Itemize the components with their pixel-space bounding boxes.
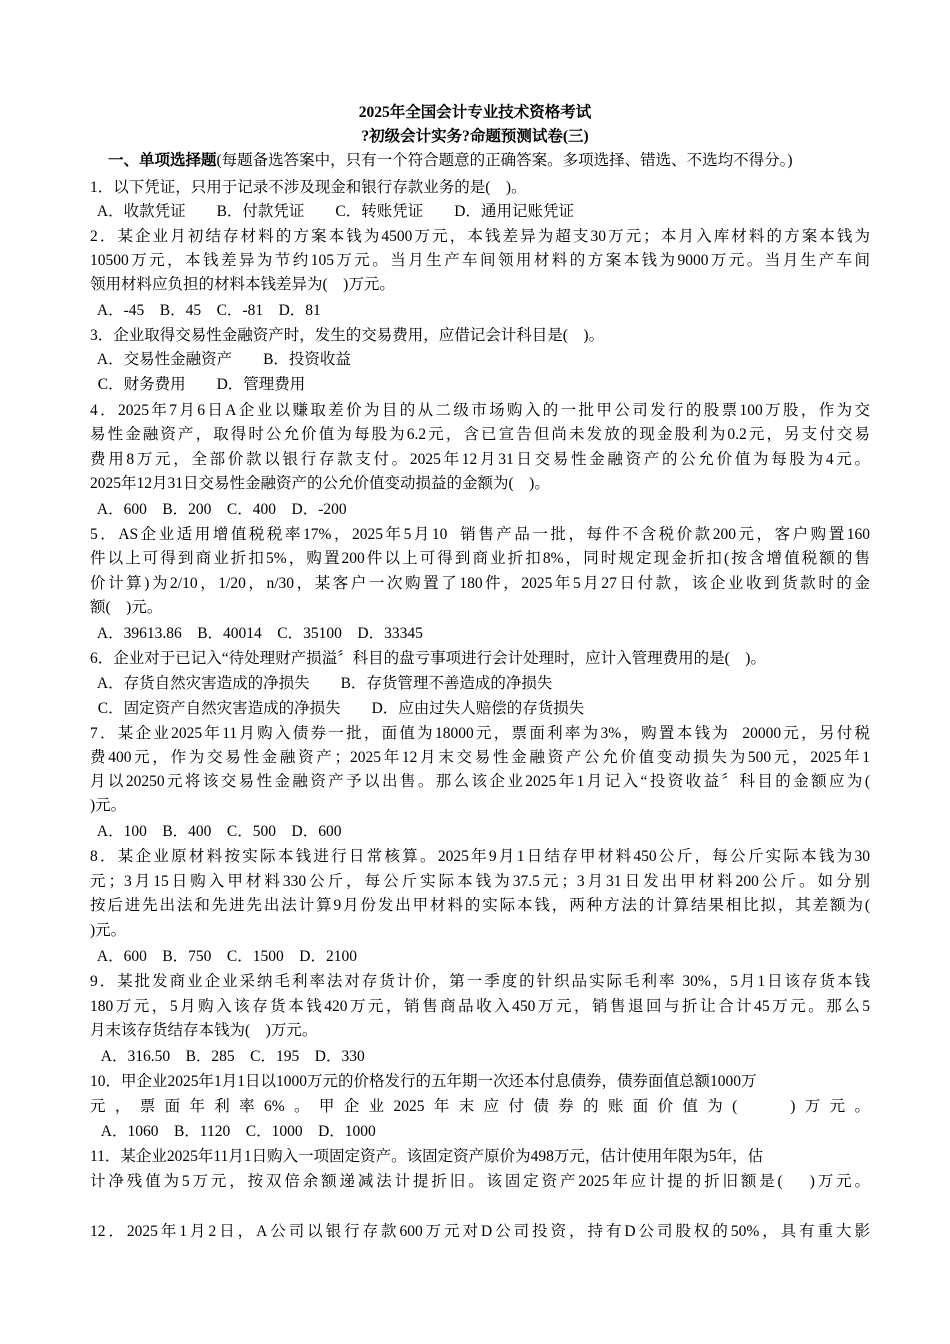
text-line: 按后进先出法和先进先出法计算9月份发出甲材料的实际本钱，两种方法的计算结果相比拟，其差额为( — [90, 897, 870, 914]
text-line: 2．某企业月初结存材料的方案本钱为4500万元，本钱差异为超支30万元；本月入库材料的方案本钱为 — [90, 228, 870, 245]
text-line: 6．企业对于已记入“待处理财产损溢〞科目的盘亏事项进行会计处理时，应计入管理费用的是( )。 — [90, 650, 766, 667]
section-heading: 一、单项选择题 — [108, 152, 217, 169]
text-line: 价计算)为2/10，1/20，n/30，某客户一次购置了180件，2025年5月27日付款，该企业收到货款时的金 — [90, 575, 870, 592]
text-line: 8．某企业原材料按实际本钱进行日常核算。2025年9月1日结存甲材料450公斤，每公斤实际本钱为30 — [90, 848, 870, 865]
text-line: 领用材料应负担的材料本钱差异为( )万元。 — [90, 276, 395, 293]
text-line: 4．2025年7月6日A企业以赚取差价为目的从二级市场购入的一批甲公司发行的股票100万股，作为交 — [90, 402, 870, 419]
text-line: )元。 — [90, 922, 127, 939]
text-line: 元；3月15日购入甲材料330公斤，每公斤实际本钱为37.5元；3月31日发出甲材料200公斤。如分别 — [90, 873, 870, 890]
text-line: 10500万元，本钱差异为节约105万元。当月生产车间领用材料的方案本钱为9000万元。当月生产车间 — [90, 252, 870, 269]
section-heading-row — [108, 150, 908, 172]
text-line: C．固定资产自然灾害造成的净损失 D．应由过失人赔偿的存货损失 — [90, 700, 585, 717]
text-line: A．交易性金融资产 B．投资收益 — [90, 351, 351, 368]
text-line: 月末该存货结存本钱为( )万元。 — [90, 1022, 318, 1039]
text-line: 计净残值为5万元，按双倍余额递减法计提折旧。该固定资产2025年应计提的折旧额是( )万元。 — [90, 1173, 870, 1190]
text-line: 件以上可得到商业折扣5%，购置200件以上可得到商业折扣8%，同时规定现金折扣(按含增值税额的售 — [90, 550, 870, 567]
text-line: 3．企业取得交易性金融资产时，发生的交易费用，应借记会计科目是( )。 — [90, 327, 605, 344]
text-line: A．-45 B．45 C．-81 D．81 — [90, 302, 321, 319]
text-line: A．600 B．750 C．1500 D．2100 — [90, 948, 357, 965]
text-line: A．收款凭证 B．付款凭证 C．转账凭证 D．通用记账凭证 — [90, 203, 574, 220]
text-line: 9．某批发商业企业采纳毛利率法对存货计价，第一季度的针织品实际毛利率 30%，5月1日该存货本钱 — [90, 973, 870, 990]
text-line: A．39613.86 B．40014 C．35100 D．33345 — [90, 625, 423, 642]
text-line: A．100 B．400 C．500 D．600 — [90, 823, 342, 840]
text-line: A．1060 B．1120 C．1000 D．1000 — [90, 1123, 376, 1140]
text-line: 费400元，作为交易性金融资产；2025年12月末交易性金融资产公允价值变动损失为500元，2025年1 — [90, 749, 870, 766]
text-line: A．316.50 B．285 C．195 D．330 — [90, 1048, 365, 1065]
text-line: 元，票面年利率6%。甲企业2025年末应付债券的账面价值为( )万元。 — [90, 1098, 870, 1115]
text-line: 易性金融资产，取得时公允价值为每股为6.2元，含已宣告但尚未发放的现金股利为0.2元，另支付交易 — [90, 426, 870, 443]
text-line: A．600 B．200 C．400 D．-200 — [90, 501, 347, 518]
text-line: 10．甲企业2025年1月1日以1000万元的价格发行的五年期一次还本付息债券，债券面值总额1000万 — [90, 1073, 757, 1090]
exam-subtitle: ?初级会计实务?命题预测试卷(三) — [361, 128, 589, 145]
text-line: 7．某企业2025年11月购入债券一批，面值为18000元，票面利率为3%，购置本钱为 20000元，另付税 — [90, 725, 870, 742]
text-line: 12．2025年1月2日，A公司以银行存款600万元对D公司投资，持有D公司股权的50%，具有重大影 — [90, 1223, 870, 1240]
text-line: 11．某企业2025年11月1日购入一项固定资产。该固定资产原价为498万元，估计使用年限为5年，估 — [90, 1148, 764, 1165]
text-line: 1．以下凭证，只用于记录不涉及现金和银行存款业务的是( )。 — [90, 179, 527, 196]
text-line: 月以20250元将该交易性金融资产予以出售。那么该企业2025年1月记入“投资收益〞科目的金额应为( — [90, 773, 870, 790]
section-note: (每题备选答案中，只有一个符合题意的正确答案。多项选择、错选、不选均不得分。) — [216, 152, 793, 169]
text-line: 费用8万元，全部价款以银行存款支付。2025年12月31日交易性金融资产的公允价值为每股为4元。 — [90, 451, 870, 468]
text-line: 2025年12月31日交易性金融资产的公允价值变动损益的金额为( )。 — [90, 475, 550, 492]
exam-title: 2025年全国会计专业技术资格考试 — [358, 104, 592, 121]
text-line: 额( )元。 — [90, 599, 163, 616]
text-line: 5．AS企业适用增值税税率17%，2025年5月10 销售产品一批，每件不含税价款200元，客户购置160 — [90, 526, 870, 543]
text-line: )元。 — [90, 797, 127, 814]
text-line: 180万元，5月购入该存货本钱420万元，销售商品收入450万元，销售退回与折让合计45万元。那么5 — [90, 998, 870, 1015]
text-line: A．存货自然灾害造成的净损失 B．存货管理不善造成的净损失 — [90, 675, 553, 692]
text-line: C．财务费用 D．管理费用 — [90, 376, 306, 393]
